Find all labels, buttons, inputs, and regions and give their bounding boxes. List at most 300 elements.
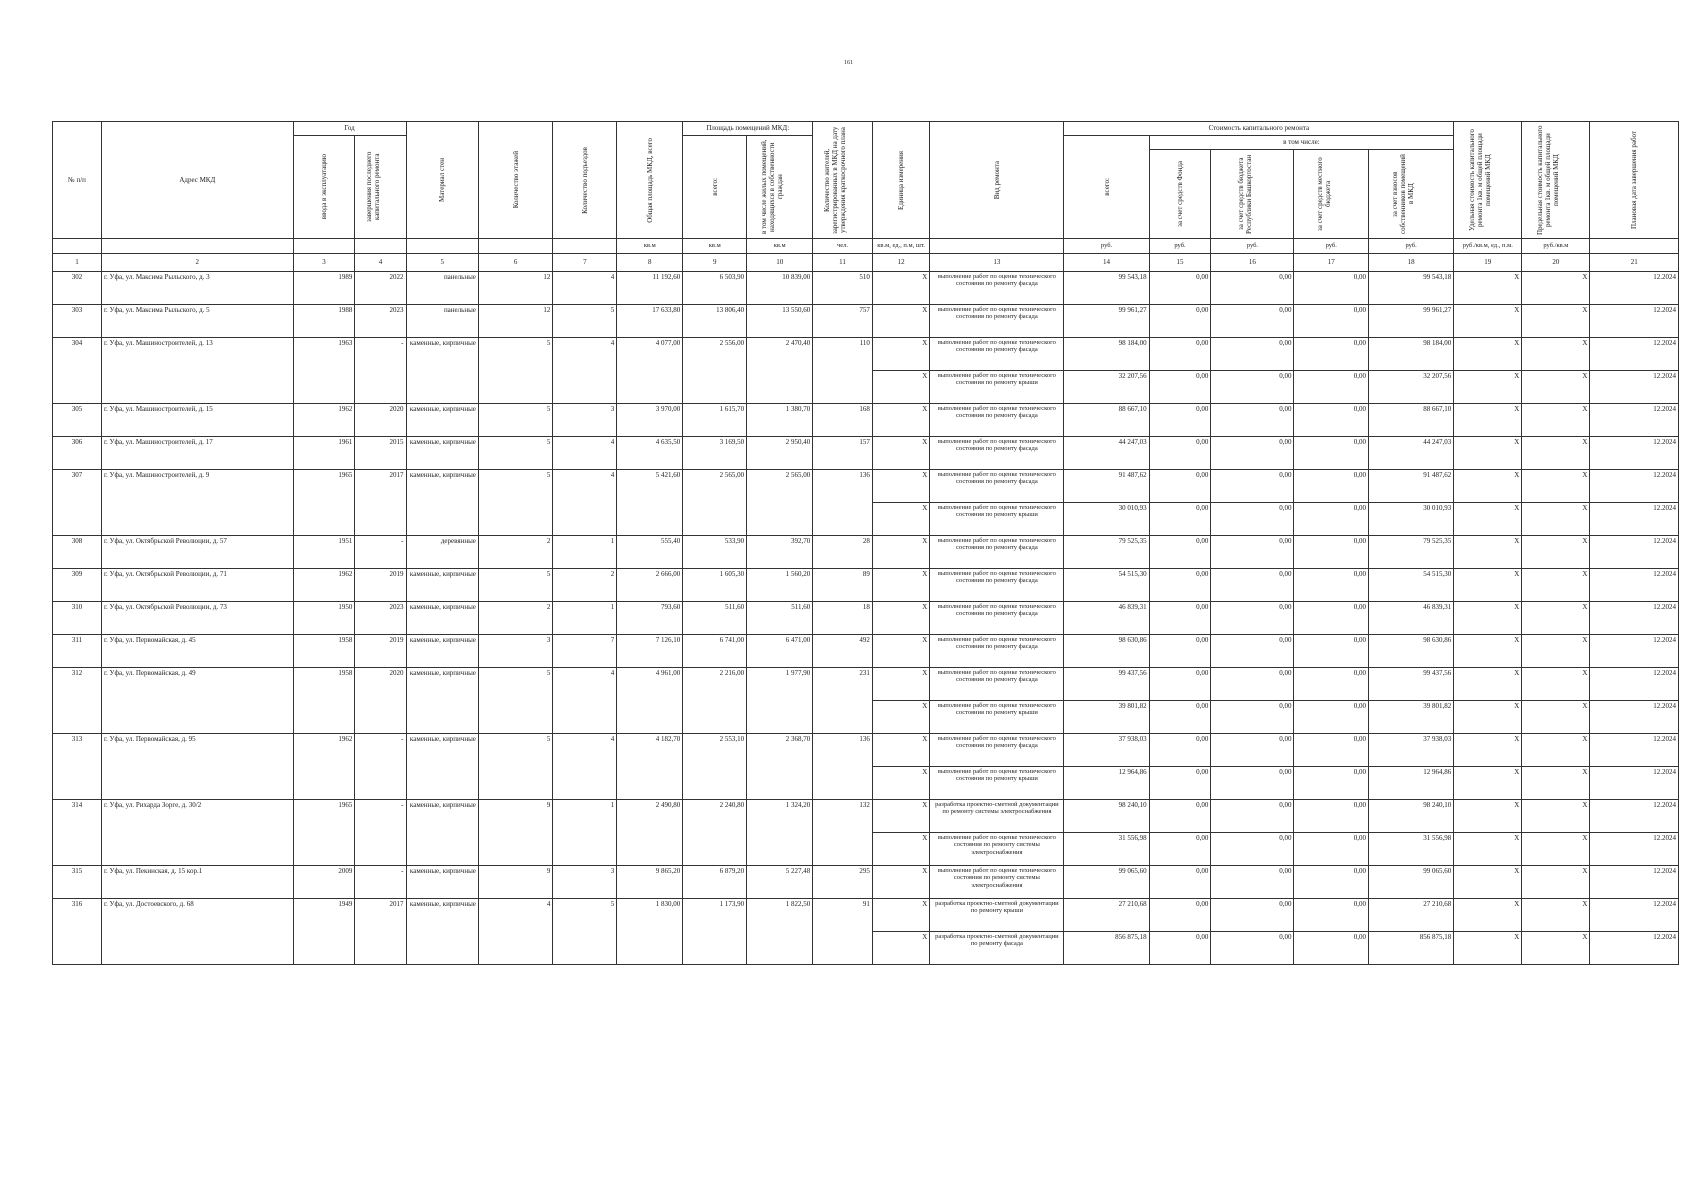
cost-fund-cell: 0,00 xyxy=(1149,503,1211,536)
row-num: 315 xyxy=(53,866,102,899)
cost-owners-cell: 12 964,86 xyxy=(1368,767,1453,800)
work-type-cell: выполнение работ по оценке технического состояния по ремонту крыши xyxy=(930,503,1064,536)
entrances-cell: 7 xyxy=(553,635,617,668)
unit-cell: руб. xyxy=(1064,239,1149,254)
premises-paid-cell: 10 839,00 xyxy=(747,272,813,305)
planned-date-cell: 12.2024 xyxy=(1590,701,1679,734)
entrances-cell: 4 xyxy=(553,437,617,470)
cost-local-cell: 0,00 xyxy=(1294,338,1369,371)
total-area-cell: 11 192,60 xyxy=(617,272,683,305)
year-commission-cell: 1965 xyxy=(293,800,355,866)
header-address: Адрес МКД xyxy=(101,122,293,239)
year-commission-cell: 1963 xyxy=(293,338,355,404)
entrances-cell: 1 xyxy=(553,800,617,866)
unit-measure-cell: X xyxy=(872,602,929,635)
cost-owners-cell: 98 184,00 xyxy=(1368,338,1453,371)
unit-cell xyxy=(478,239,553,254)
year-commission-cell: 1961 xyxy=(293,437,355,470)
residents-cell: 89 xyxy=(813,569,873,602)
row-num: 310 xyxy=(53,602,102,635)
cost-rb-cell: 0,00 xyxy=(1211,338,1294,371)
floors-cell: 5 xyxy=(478,470,553,536)
row-num: 304 xyxy=(53,338,102,404)
premises-total-cell: 3 169,50 xyxy=(683,437,747,470)
wall-material-cell: панельные xyxy=(406,272,478,305)
total-area-cell: 5 421,60 xyxy=(617,470,683,536)
table-row xyxy=(53,899,1679,932)
column-number-cell: 1 xyxy=(53,254,102,272)
planned-date-cell: 12.2024 xyxy=(1590,734,1679,767)
cost-rb-cell: 0,00 xyxy=(1211,800,1294,833)
year-commission-cell: 1958 xyxy=(293,668,355,734)
table-row xyxy=(53,668,1679,701)
cost-local-cell: 0,00 xyxy=(1294,932,1369,965)
unit-cell xyxy=(53,239,102,254)
unit-measure-cell: X xyxy=(872,899,929,932)
cost-owners-cell: 27 210,68 xyxy=(1368,899,1453,932)
cost-total-cell: 12 964,86 xyxy=(1064,767,1149,800)
work-type-cell: выполнение работ по оценке технического состояния по ремонту фасада xyxy=(930,734,1064,767)
wall-material-cell: каменные, кирпичные xyxy=(406,602,478,635)
year-commission-cell: 1951 xyxy=(293,536,355,569)
planned-date-cell: 12.2024 xyxy=(1590,866,1679,899)
header-premises-group: Площадь помещений МКД: xyxy=(683,122,813,136)
unit-measure-cell: X xyxy=(872,437,929,470)
max-cost-cell: X xyxy=(1522,635,1590,668)
residents-cell: 28 xyxy=(813,536,873,569)
unit-cost-cell: X xyxy=(1454,272,1522,305)
work-type-cell: выполнение работ по оценке технического состояния по ремонту фасада xyxy=(930,569,1064,602)
premises-total-cell: 2 556,00 xyxy=(683,338,747,404)
year-last-repair-cell: 2015 xyxy=(355,437,406,470)
cost-total-cell: 54 515,30 xyxy=(1064,569,1149,602)
cost-fund-cell: 0,00 xyxy=(1149,800,1211,833)
row-num: 307 xyxy=(53,470,102,536)
max-cost-cell: X xyxy=(1522,833,1590,866)
wall-material-cell: каменные, кирпичные xyxy=(406,404,478,437)
work-type-cell: выполнение работ по оценке технического состояния по ремонту фасада xyxy=(930,470,1064,503)
cost-local-cell: 0,00 xyxy=(1294,767,1369,800)
unit-measure-cell: X xyxy=(872,338,929,371)
row-num: 316 xyxy=(53,899,102,965)
header-unit-measure: Единица измерения xyxy=(872,122,929,239)
cost-owners-cell: 30 010,93 xyxy=(1368,503,1453,536)
unit-cell: руб./кв.м, ед., п.м. xyxy=(1454,239,1522,254)
wall-material-cell: каменные, кирпичные xyxy=(406,734,478,800)
planned-date-cell: 12.2024 xyxy=(1590,272,1679,305)
work-type-cell: выполнение работ по оценке технического состояния по ремонту фасада xyxy=(930,668,1064,701)
column-number-cell: 9 xyxy=(683,254,747,272)
unit-cost-cell: X xyxy=(1454,602,1522,635)
row-num: 306 xyxy=(53,437,102,470)
residents-cell: 157 xyxy=(813,437,873,470)
cost-fund-cell: 0,00 xyxy=(1149,767,1211,800)
cost-owners-cell: 37 938,03 xyxy=(1368,734,1453,767)
planned-date-cell: 12.2024 xyxy=(1590,305,1679,338)
header-cost-group: Стоимость капитального ремонта xyxy=(1064,122,1454,136)
unit-measure-cell: X xyxy=(872,371,929,404)
cost-rb-cell: 0,00 xyxy=(1211,569,1294,602)
row-num: 305 xyxy=(53,404,102,437)
header-residents: Количество жителей, зарегистрированных в МКД на дату утверждения краткосрочного плана xyxy=(813,122,873,239)
header-premises-paid: в том числе жилых помещений, находящихся в собственности граждан xyxy=(747,136,813,239)
cost-fund-cell: 0,00 xyxy=(1149,602,1211,635)
cost-owners-cell: 46 839,31 xyxy=(1368,602,1453,635)
header-work-type: Вид ремонта xyxy=(930,122,1064,239)
residents-cell: 757 xyxy=(813,305,873,338)
work-type-cell: выполнение работ по оценке технического состояния по ремонту системы электроснабжения xyxy=(930,833,1064,866)
cost-local-cell: 0,00 xyxy=(1294,833,1369,866)
cost-total-cell: 99 543,18 xyxy=(1064,272,1149,305)
cost-fund-cell: 0,00 xyxy=(1149,866,1211,899)
max-cost-cell: X xyxy=(1522,767,1590,800)
premises-paid-cell: 13 550,60 xyxy=(747,305,813,338)
header-num: № п/п xyxy=(53,122,102,239)
premises-total-cell: 2 565,00 xyxy=(683,470,747,536)
wall-material-cell: каменные, кирпичные xyxy=(406,437,478,470)
year-commission-cell: 1965 xyxy=(293,470,355,536)
row-num: 314 xyxy=(53,800,102,866)
table-row xyxy=(53,305,1679,338)
year-last-repair-cell: 2019 xyxy=(355,635,406,668)
entrances-cell: 1 xyxy=(553,602,617,635)
unit-cost-cell: X xyxy=(1454,767,1522,800)
planned-date-cell: 12.2024 xyxy=(1590,503,1679,536)
total-area-cell: 555,40 xyxy=(617,536,683,569)
max-cost-cell: X xyxy=(1522,932,1590,965)
cost-owners-cell: 79 525,35 xyxy=(1368,536,1453,569)
address-cell: г. Уфа, ул. Машиностроителей, д. 17 xyxy=(101,437,293,470)
max-cost-cell: X xyxy=(1522,536,1590,569)
year-last-repair-cell: 2023 xyxy=(355,305,406,338)
cost-total-cell: 98 630,86 xyxy=(1064,635,1149,668)
header-unit-cost: Удельная стоимость капитального ремонта 1кв. м общей площади помещений МКД xyxy=(1454,122,1522,239)
unit-measure-cell: X xyxy=(872,470,929,503)
header-floors: Количество этажей xyxy=(478,122,553,239)
planned-date-cell: 12.2024 xyxy=(1590,470,1679,503)
unit-cell: руб. xyxy=(1368,239,1453,254)
year-last-repair-cell: - xyxy=(355,536,406,569)
column-number-cell: 7 xyxy=(553,254,617,272)
work-type-cell: выполнение работ по оценке технического состояния по ремонту фасада xyxy=(930,602,1064,635)
floors-cell: 5 xyxy=(478,668,553,734)
planned-date-cell: 12.2024 xyxy=(1590,536,1679,569)
cost-owners-cell: 91 487,62 xyxy=(1368,470,1453,503)
unit-cost-cell: X xyxy=(1454,503,1522,536)
max-cost-cell: X xyxy=(1522,734,1590,767)
premises-paid-cell: 2 565,00 xyxy=(747,470,813,536)
entrances-cell: 4 xyxy=(553,668,617,734)
row-num: 303 xyxy=(53,305,102,338)
address-cell: г. Уфа, ул. Максима Рыльского, д. 5 xyxy=(101,305,293,338)
year-last-repair-cell: 2020 xyxy=(355,668,406,734)
header-year-last-repair: завершения последнего капитального ремонта xyxy=(355,136,406,239)
cost-owners-cell: 98 240,10 xyxy=(1368,800,1453,833)
address-cell: г. Уфа, ул. Первомайская, д. 45 xyxy=(101,635,293,668)
header-wall-material: Материал стен xyxy=(406,122,478,239)
cost-local-cell: 0,00 xyxy=(1294,899,1369,932)
unit-measure-cell: X xyxy=(872,569,929,602)
floors-cell: 5 xyxy=(478,404,553,437)
year-commission-cell: 1949 xyxy=(293,899,355,965)
unit-cost-cell: X xyxy=(1454,470,1522,503)
wall-material-cell: каменные, кирпичные xyxy=(406,569,478,602)
floors-cell: 9 xyxy=(478,866,553,899)
unit-measure-cell: X xyxy=(872,503,929,536)
cost-fund-cell: 0,00 xyxy=(1149,899,1211,932)
unit-cell: кв.м, ед., п.м, шт. xyxy=(872,239,929,254)
cost-rb-cell: 0,00 xyxy=(1211,503,1294,536)
premises-total-cell: 1 615,70 xyxy=(683,404,747,437)
cost-fund-cell: 0,00 xyxy=(1149,701,1211,734)
premises-paid-cell: 5 227,48 xyxy=(747,866,813,899)
unit-cost-cell: X xyxy=(1454,536,1522,569)
planned-date-cell: 12.2024 xyxy=(1590,833,1679,866)
planned-date-cell: 12.2024 xyxy=(1590,569,1679,602)
cost-local-cell: 0,00 xyxy=(1294,569,1369,602)
year-last-repair-cell: 2017 xyxy=(355,899,406,965)
column-number-cell: 16 xyxy=(1211,254,1294,272)
unit-measure-cell: X xyxy=(872,866,929,899)
planned-date-cell: 12.2024 xyxy=(1590,371,1679,404)
cost-rb-cell: 0,00 xyxy=(1211,932,1294,965)
cost-total-cell: 91 487,62 xyxy=(1064,470,1149,503)
unit-cell: кв.м xyxy=(617,239,683,254)
table-header xyxy=(53,122,1679,272)
unit-cell xyxy=(101,239,293,254)
residents-cell: 91 xyxy=(813,899,873,965)
row-num: 311 xyxy=(53,635,102,668)
premises-total-cell: 6 741,00 xyxy=(683,635,747,668)
residents-cell: 231 xyxy=(813,668,873,734)
unit-cell: кв.м xyxy=(747,239,813,254)
entrances-cell: 4 xyxy=(553,470,617,536)
address-cell: г. Уфа, ул. Октябрьской Революции, д. 71 xyxy=(101,569,293,602)
row-num: 313 xyxy=(53,734,102,800)
year-commission-cell: 1962 xyxy=(293,404,355,437)
unit-cell: руб. xyxy=(1294,239,1369,254)
cost-total-cell: 37 938,03 xyxy=(1064,734,1149,767)
work-type-cell: выполнение работ по оценке технического состояния по ремонту фасада xyxy=(930,635,1064,668)
column-number-cell: 11 xyxy=(813,254,873,272)
table-row xyxy=(53,338,1679,371)
cost-fund-cell: 0,00 xyxy=(1149,305,1211,338)
cost-rb-cell: 0,00 xyxy=(1211,272,1294,305)
year-last-repair-cell: 2020 xyxy=(355,404,406,437)
header-year-group: Год xyxy=(293,122,406,136)
year-commission-cell: 1988 xyxy=(293,305,355,338)
work-type-cell: выполнение работ по оценке технического состояния по ремонту фасада xyxy=(930,437,1064,470)
cost-local-cell: 0,00 xyxy=(1294,635,1369,668)
total-area-cell: 9 865,20 xyxy=(617,866,683,899)
unit-cost-cell: X xyxy=(1454,437,1522,470)
column-number-cell: 3 xyxy=(293,254,355,272)
address-cell: г. Уфа, ул. Октябрьской Революции, д. 57 xyxy=(101,536,293,569)
header-incl: в том числе: xyxy=(1149,136,1454,150)
premises-total-cell: 2 553,10 xyxy=(683,734,747,800)
unit-measure-cell: X xyxy=(872,668,929,701)
table-row xyxy=(53,536,1679,569)
entrances-cell: 2 xyxy=(553,569,617,602)
wall-material-cell: каменные, кирпичные xyxy=(406,470,478,536)
column-number-cell: 19 xyxy=(1454,254,1522,272)
column-number-cell: 4 xyxy=(355,254,406,272)
entrances-cell: 4 xyxy=(553,338,617,404)
max-cost-cell: X xyxy=(1522,602,1590,635)
unit-cell xyxy=(293,239,355,254)
address-cell: г. Уфа, ул. Октябрьской Революции, д. 73 xyxy=(101,602,293,635)
unit-measure-cell: X xyxy=(872,536,929,569)
row-num: 309 xyxy=(53,569,102,602)
year-commission-cell: 1962 xyxy=(293,569,355,602)
address-cell: г. Уфа, ул. Машиностроителей, д. 13 xyxy=(101,338,293,404)
cost-total-cell: 46 839,31 xyxy=(1064,602,1149,635)
table-row xyxy=(53,470,1679,503)
wall-material-cell: каменные, кирпичные xyxy=(406,800,478,866)
column-number-cell: 15 xyxy=(1149,254,1211,272)
unit-cost-cell: X xyxy=(1454,569,1522,602)
column-number-cell: 12 xyxy=(872,254,929,272)
floors-cell: 12 xyxy=(478,272,553,305)
header-cost-total: всего: xyxy=(1064,136,1149,239)
wall-material-cell: каменные, кирпичные xyxy=(406,338,478,404)
column-number-cell: 13 xyxy=(930,254,1064,272)
cost-owners-cell: 88 667,10 xyxy=(1368,404,1453,437)
residents-cell: 110 xyxy=(813,338,873,404)
table-row xyxy=(53,404,1679,437)
unit-measure-cell: X xyxy=(872,701,929,734)
year-last-repair-cell: - xyxy=(355,866,406,899)
cost-fund-cell: 0,00 xyxy=(1149,338,1211,371)
unit-cell: чел. xyxy=(813,239,873,254)
residents-cell: 136 xyxy=(813,734,873,800)
wall-material-cell: каменные, кирпичные xyxy=(406,866,478,899)
work-type-cell: выполнение работ по оценке технического состояния по ремонту системы электроснабжения xyxy=(930,866,1064,899)
header-cost-rb: за счет средств бюджета Республики Башкортостан xyxy=(1211,150,1294,239)
address-cell: г. Уфа, ул. Машиностроителей, д. 15 xyxy=(101,404,293,437)
cost-local-cell: 0,00 xyxy=(1294,701,1369,734)
entrances-cell: 3 xyxy=(553,866,617,899)
column-number-cell: 10 xyxy=(747,254,813,272)
wall-material-cell: каменные, кирпичные xyxy=(406,635,478,668)
cost-local-cell: 0,00 xyxy=(1294,866,1369,899)
premises-paid-cell: 2 950,40 xyxy=(747,437,813,470)
entrances-cell: 4 xyxy=(553,272,617,305)
table-body xyxy=(53,272,1679,965)
cost-rb-cell: 0,00 xyxy=(1211,767,1294,800)
column-number-cell: 8 xyxy=(617,254,683,272)
table-row xyxy=(53,734,1679,767)
residents-cell: 132 xyxy=(813,800,873,866)
total-area-cell: 4 635,50 xyxy=(617,437,683,470)
cost-rb-cell: 0,00 xyxy=(1211,734,1294,767)
cost-rb-cell: 0,00 xyxy=(1211,701,1294,734)
max-cost-cell: X xyxy=(1522,866,1590,899)
unit-cell: руб. xyxy=(1211,239,1294,254)
premises-paid-cell: 1 977,90 xyxy=(747,668,813,734)
column-number-cell: 14 xyxy=(1064,254,1149,272)
cost-total-cell: 31 556,98 xyxy=(1064,833,1149,866)
unit-cost-cell: X xyxy=(1454,701,1522,734)
cost-local-cell: 0,00 xyxy=(1294,800,1369,833)
unit-cost-cell: X xyxy=(1454,635,1522,668)
unit-measure-cell: X xyxy=(872,404,929,437)
cost-rb-cell: 0,00 xyxy=(1211,668,1294,701)
premises-paid-cell: 6 471,00 xyxy=(747,635,813,668)
cost-owners-cell: 44 247,03 xyxy=(1368,437,1453,470)
cost-fund-cell: 0,00 xyxy=(1149,734,1211,767)
column-number-cell: 20 xyxy=(1522,254,1590,272)
cost-fund-cell: 0,00 xyxy=(1149,404,1211,437)
cost-local-cell: 0,00 xyxy=(1294,272,1369,305)
cost-rb-cell: 0,00 xyxy=(1211,437,1294,470)
total-area-cell: 793,60 xyxy=(617,602,683,635)
premises-total-cell: 511,60 xyxy=(683,602,747,635)
work-type-cell: выполнение работ по оценке технического состояния по ремонту крыши xyxy=(930,701,1064,734)
residents-cell: 168 xyxy=(813,404,873,437)
floors-cell: 5 xyxy=(478,569,553,602)
total-area-cell: 3 970,00 xyxy=(617,404,683,437)
address-cell: г. Уфа, ул. Достоевского, д. 68 xyxy=(101,899,293,965)
residents-cell: 295 xyxy=(813,866,873,899)
header-total-area: Общая площадь МКД, всего xyxy=(617,122,683,239)
unit-cost-cell: X xyxy=(1454,866,1522,899)
cost-fund-cell: 0,00 xyxy=(1149,833,1211,866)
max-cost-cell: X xyxy=(1522,470,1590,503)
cost-local-cell: 0,00 xyxy=(1294,734,1369,767)
unit-cost-cell: X xyxy=(1454,668,1522,701)
unit-cost-cell: X xyxy=(1454,800,1522,833)
address-cell: г. Уфа, ул. Пекинская, д. 15 кор.1 xyxy=(101,866,293,899)
cost-local-cell: 0,00 xyxy=(1294,437,1369,470)
cost-fund-cell: 0,00 xyxy=(1149,536,1211,569)
cost-total-cell: 98 184,00 xyxy=(1064,338,1149,371)
cost-total-cell: 856 875,18 xyxy=(1064,932,1149,965)
column-number-cell: 6 xyxy=(478,254,553,272)
cost-total-cell: 98 240,10 xyxy=(1064,800,1149,833)
table-row xyxy=(53,437,1679,470)
wall-material-cell: каменные, кирпичные xyxy=(406,899,478,965)
work-type-cell: выполнение работ по оценке технического состояния по ремонту крыши xyxy=(930,767,1064,800)
floors-cell: 2 xyxy=(478,602,553,635)
total-area-cell: 17 633,80 xyxy=(617,305,683,338)
work-type-cell: выполнение работ по оценке технического состояния по ремонту фасада xyxy=(930,305,1064,338)
unit-cell xyxy=(930,239,1064,254)
premises-total-cell: 2 240,80 xyxy=(683,800,747,866)
cost-total-cell: 99 437,56 xyxy=(1064,668,1149,701)
cost-rb-cell: 0,00 xyxy=(1211,371,1294,404)
cost-local-cell: 0,00 xyxy=(1294,536,1369,569)
planned-date-cell: 12.2024 xyxy=(1590,932,1679,965)
planned-date-cell: 12.2024 xyxy=(1590,767,1679,800)
max-cost-cell: X xyxy=(1522,503,1590,536)
unit-measure-cell: X xyxy=(872,272,929,305)
premises-total-cell: 2 216,00 xyxy=(683,668,747,734)
header-premises-total: всего: xyxy=(683,136,747,239)
planned-date-cell: 12.2024 xyxy=(1590,602,1679,635)
premises-paid-cell: 1 560,20 xyxy=(747,569,813,602)
year-last-repair-cell: - xyxy=(355,800,406,866)
page-number: 161 xyxy=(844,60,853,66)
unit-measure-cell: X xyxy=(872,305,929,338)
planned-date-cell: 12.2024 xyxy=(1590,338,1679,371)
year-last-repair-cell: 2017 xyxy=(355,470,406,536)
unit-cell: кв.м xyxy=(683,239,747,254)
entrances-cell: 4 xyxy=(553,734,617,800)
cost-fund-cell: 0,00 xyxy=(1149,932,1211,965)
unit-cost-cell: X xyxy=(1454,899,1522,932)
cost-total-cell: 44 247,03 xyxy=(1064,437,1149,470)
